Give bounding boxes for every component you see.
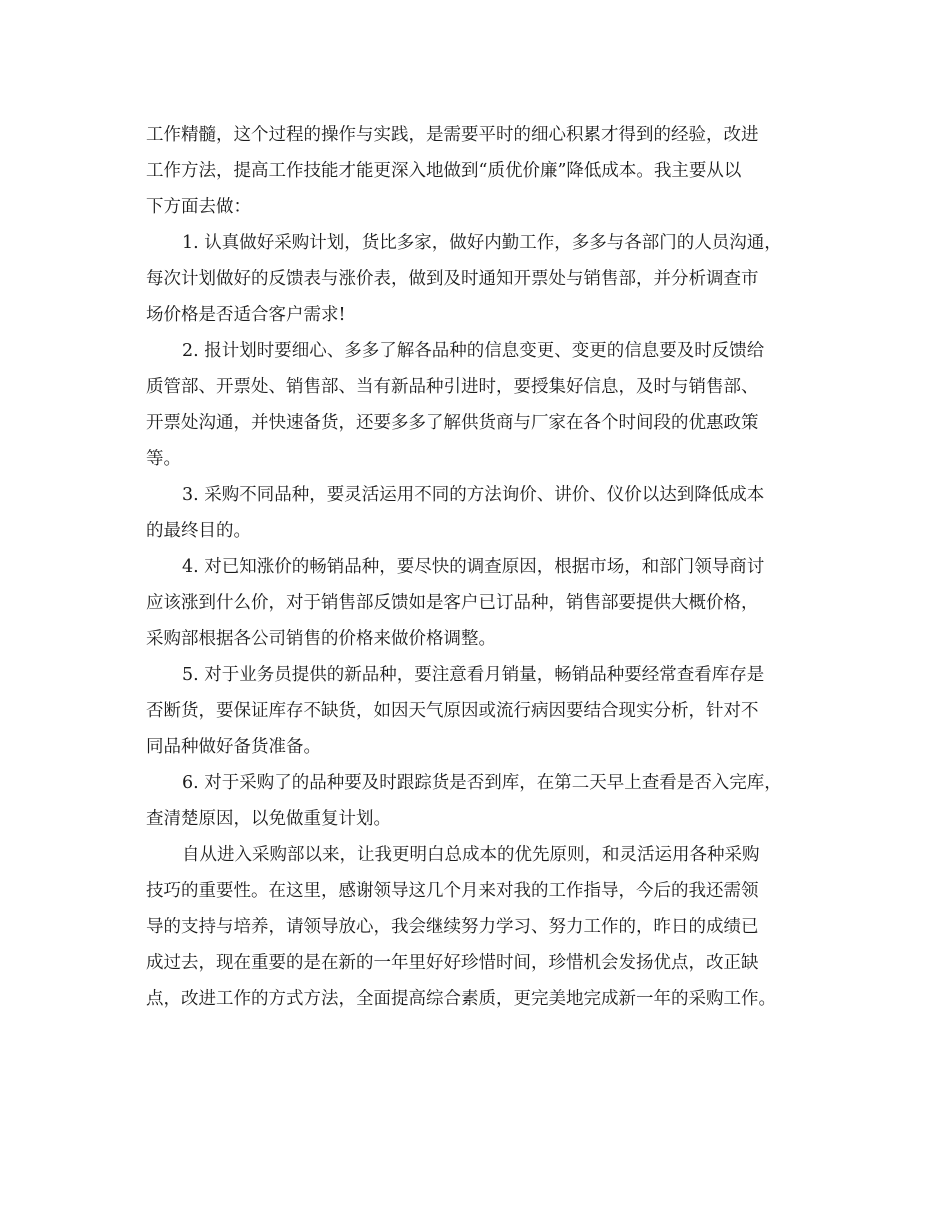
text-line: 下方面去做： xyxy=(146,197,251,217)
text-line-first: 2. 报计划时要细心、多多了解各品种的信息变更、变更的信息要及时反馈给 xyxy=(182,341,765,361)
text-line: 每次计划做好的反馈表与涨价表，做到及时通知开票处与销售部，并分析调查市 xyxy=(146,269,759,289)
document-body xyxy=(146,117,806,1017)
text-line-first: 6. 对于采购了的品种要及时跟踪货是否到库，在第二天早上查看是否入完库， xyxy=(182,773,782,793)
text-line: 应该涨到什么价，对于销售部反馈如是客户已订品种，销售部要提供大概价格， xyxy=(146,593,759,613)
text-line: 质管部、开票处、销售部、当有新品种引进时，要授集好信息，及时与销售部、 xyxy=(146,377,759,397)
paragraph-item-4 xyxy=(146,549,806,657)
text-line-first: 5. 对于业务员提供的新品种，要注意看月销量，畅销品种要经常查看库存是 xyxy=(182,665,765,685)
paragraph-item-2 xyxy=(146,333,806,477)
text-line-first: 1. 认真做好采购计划，货比多家，做好内勤工作，多多与各部门的人员沟通， xyxy=(182,233,782,253)
text-line: 导的支持与培养，请领导放心，我会继续努力学习、努力工作的，昨日的成绩已 xyxy=(146,917,759,937)
text-line: 采购部根据各公司销售的价格来做价格调整。 xyxy=(146,629,496,649)
text-line: 查清楚原因，以免做重复计划。 xyxy=(146,809,391,829)
text-line: 等。 xyxy=(146,449,181,469)
text-line: 成过去，现在重要的是在新的一年里好好珍惜时间，珍惜机会发扬优点，改正缺 xyxy=(146,953,759,973)
paragraph-conclusion xyxy=(146,837,806,1017)
text-line-first: 3. 采购不同品种，要灵活运用不同的方法询价、讲价、仪价以达到降低成本 xyxy=(182,485,765,505)
text-line-first: 自从进入采购部以来，让我更明白总成本的优先原则，和灵活运用各种采购 xyxy=(182,845,760,865)
text-line: 开票处沟通，并快速备货，还要多多了解供货商与厂家在各个时间段的优惠政策 xyxy=(146,413,759,433)
paragraph-item-5 xyxy=(146,657,806,765)
paragraph-item-6 xyxy=(146,765,806,837)
paragraph-intro xyxy=(146,117,806,225)
paragraph-item-1 xyxy=(146,225,806,333)
text-line: 否断货，要保证库存不缺货，如因天气原因或流行病因要结合现实分析，针对不 xyxy=(146,701,759,721)
text-line: 同品种做好备货准备。 xyxy=(146,737,321,757)
text-line: 场价格是否适合客户需求! xyxy=(146,305,346,325)
text-line: 点，改进工作的方式方法，全面提高综合素质，更完美地完成新一年的采购工作。 xyxy=(146,989,776,1009)
text-line: 工作方法，提高工作技能才能更深入地做到“质优价廉”降低成本。我主要从以 xyxy=(146,161,742,181)
text-line: 工作精髓，这个过程的操作与实践，是需要平时的细心积累才得到的经验，改进 xyxy=(146,125,759,145)
text-line-first: 4. 对已知涨价的畅销品种，要尽快的调查原因，根据市场，和部门领导商讨 xyxy=(182,557,765,577)
paragraph-item-3 xyxy=(146,477,806,549)
text-line: 技巧的重要性。在这里，感谢领导这几个月来对我的工作指导，今后的我还需领 xyxy=(146,881,759,901)
text-line: 的最终目的。 xyxy=(146,521,251,541)
